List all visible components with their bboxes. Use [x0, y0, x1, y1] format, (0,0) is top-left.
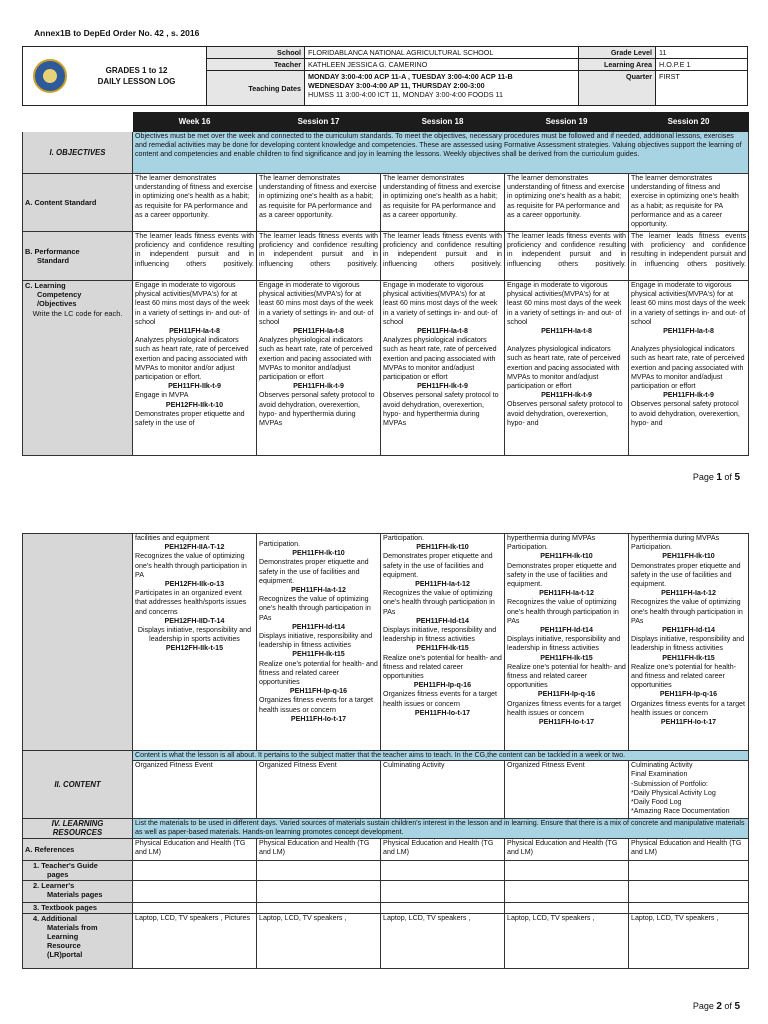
- tb-cell: [257, 902, 381, 913]
- lc-text: Recognizes the value of optimizing one's health through participation in PAs: [631, 598, 743, 625]
- competency-label-3: /Objectives: [37, 299, 77, 309]
- lc-code: PEH11FH-Ik-t10: [540, 552, 593, 561]
- school-label: School: [207, 47, 305, 59]
- dll-header: [22, 46, 748, 106]
- lc-code: PEH11FH-Ip-q-16: [413, 681, 472, 690]
- lc-code: PEH11FH-Ip-q-16: [537, 690, 596, 699]
- objectives-row: [23, 132, 749, 174]
- lc-analyze: Analyzes physiological indicators such as heart rate, rate of perceived exertion and pacing associated with MVPAs to monitor and/adjust participation or effort: [507, 345, 621, 391]
- dates-value: [305, 71, 579, 105]
- competency-cont-session-19: [505, 534, 629, 751]
- teacher-label: Teacher: [207, 59, 305, 71]
- performance-label-2: Standard: [37, 256, 70, 265]
- add-label-1: 4. Additional: [33, 913, 78, 923]
- competency-session-17: [257, 281, 381, 456]
- content-session-17: Organized Fitness Event: [257, 761, 381, 819]
- content-week-16: Organized Fitness Event: [133, 761, 257, 819]
- dates-line-3: HUMSS 11 3:00-4:00 ICT 11, MONDAY 3:00-4:00 FOODS 11: [308, 90, 503, 99]
- resources-label-1: IV. LEARNING: [51, 819, 104, 829]
- deped-seal-icon: [33, 59, 67, 93]
- resources-label-2: RESOURCES: [52, 828, 103, 838]
- lc-text: Realize one's potential for health- and fitness and related career opportunities: [507, 662, 626, 690]
- resources-note: List the materials to be used in different days. Varied sources of materials sustain children's interest in the lesson and in learning. Ensure that there is a mix of concrete and manipulative materials as well as paper-based materials. Hands-on learning promotes concept development.: [133, 819, 749, 838]
- lc-code: PEH11FH-Io-t-17: [660, 718, 717, 727]
- blank-header-cell: [23, 113, 133, 132]
- page-of: of: [721, 472, 735, 482]
- lc-text: Displays initiative, responsibility and leadership in fitness activities: [259, 632, 373, 650]
- column-week-16: Week 16: [133, 113, 257, 132]
- lc-engage: Engage in moderate to vigorous physical activities(MVPA's) for at least 60 mins most days of the week in a variety of settings in- and out- of school: [631, 281, 746, 326]
- content-standard-session-17: The learner demonstrates understanding of fitness and exercise in optimizing one's health as a habit; as requisite for PA performance and as a career opportunity.: [257, 174, 381, 232]
- lc-code: PEH11FH-Ik-t-9: [663, 391, 714, 400]
- lc-text: Realize one's potential for health- and fitness and related career opportunities: [383, 653, 502, 681]
- teachers-guide-row: [23, 860, 749, 880]
- competency-cont-session-18: [381, 534, 505, 751]
- lc-analyze: Analyzes physiological indicators such as heart rate, rate of perceived exertion and pacing associated with MVPAs to monitor and/or adjust participation or effort.: [135, 336, 249, 382]
- lc-code: PEH11FH-Ik-t10: [662, 552, 715, 561]
- competency-cont-week-16: [133, 534, 257, 751]
- annex-title: Annex1B to DepEd Order No. 42 , s. 2016: [34, 28, 200, 38]
- competency-session-19: [505, 281, 629, 456]
- lc-text: Organizes fitness events for a target health issues or concern: [507, 699, 621, 717]
- competency-continued-label: [23, 534, 133, 751]
- content-note: Content is what the lesson is all about. It pertains to the subject matter that the teacher aims to teach. In the CG,the content can be tackled in a week or two.: [133, 751, 749, 761]
- lc-code: PEH11FH-Ik-t15: [662, 653, 715, 662]
- reference-week-16: Physical Education and Health (TG and LM): [133, 838, 257, 860]
- column-session-17: Session 17: [257, 113, 381, 132]
- lc-text: Displays initiative, responsibility and leadership in sports activities: [137, 626, 252, 644]
- lc-code: PEH11FH-Ia-t-8: [541, 327, 592, 336]
- column-session-18: Session 18: [381, 113, 505, 132]
- add-label-3: Learning: [47, 932, 79, 942]
- lc-code: PEH11FH-Ia-t-8: [293, 327, 344, 336]
- lc-code: PEH11FH-Ip-q-16: [659, 690, 718, 699]
- tg-cell: [629, 860, 749, 880]
- tb-cell: [133, 902, 257, 913]
- additional-session-17: Laptop, LCD, TV speakers ,: [257, 913, 381, 968]
- content-standard-session-20: The learner demonstrates understanding of fitness and exercise in optimizing one's health as a habit; as requisite for PA performance and as a career opportunity.: [629, 174, 749, 232]
- lc-text: Organizes fitness events for a target health issues or concern: [631, 699, 745, 717]
- additional-week-16: Laptop, LCD, TV speakers , Pictures: [133, 913, 257, 968]
- lm-label-2: Materials pages: [47, 889, 103, 899]
- teachers-guide-label: [23, 860, 133, 880]
- performance-session-17: The learner leads fitness events with proficiency and confidence resulting in independent pursuit and in influencing others positively.: [257, 232, 381, 281]
- objectives-label: I. OBJECTIVES: [23, 132, 133, 174]
- lc-code: PEH11FH-Id-t14: [540, 626, 593, 635]
- tb-label: 3. Textbook pages: [33, 902, 97, 912]
- performance-session-18: The learner leads fitness events with proficiency and confidence resulting in independent pursuit and in influencing others positively.: [381, 232, 505, 281]
- additional-materials-row: [23, 913, 749, 968]
- lc-code: PEH11FH-Io-t-17: [414, 708, 471, 717]
- tg-cell: [381, 860, 505, 880]
- page-of: of: [721, 1001, 735, 1011]
- lc-observe: Observes personal safety protocol to avoid dehydration, overexertion, hypo- and hyperthermia during MVPAs: [259, 391, 375, 428]
- lc-text: Participation.: [383, 534, 425, 542]
- lc-code: PEH11FH-Ia-t-12: [415, 580, 470, 589]
- reference-session-19: Physical Education and Health (TG and LM): [505, 838, 629, 860]
- competency-row: [23, 281, 749, 456]
- lc-code: PEH11FH-IIk-t-9: [168, 382, 221, 391]
- lc-engage: Engage in moderate to vigorous physical activities(MVPA's) for at least 60 mins most days of the week in a variety of settings in- and out- of school: [383, 281, 498, 326]
- lc-code: PEH11FH-Ia-t-8: [169, 327, 220, 336]
- lc-text: Realize one's potential for health- and fitness and related career opportunities: [259, 659, 378, 687]
- objectives-note: Objectives must be met over the week and connected to the curriculum standards. To meet the objectives, necessary procedures must be followed and if needed, additional lessons, exercises and remedial activities may be done for developing content knowledge and competencies. These are assessed using Formative Assessment strategies. Valuing objectives support the learning of content and competencies and enable children to find significance and joy in learning the lessons. Weekly objectives shall be derived from the curriculum guides.: [133, 132, 749, 174]
- lc-observe: Observes personal safety protocol to avoid dehydration, overexertion, hypo- and: [507, 400, 623, 427]
- add-label-5: (LR)portal: [47, 950, 83, 960]
- lc-analyze: Analyzes physiological indicators such as heart rate, rate of perceived exertion and pacing associated with MVPAs to monitor and/adjust participation or effort: [383, 336, 497, 382]
- lc-code: PEH11FH-Ip-q-16: [289, 687, 348, 696]
- content-line: Culminating Activity: [631, 761, 693, 770]
- competency-label: [23, 281, 133, 456]
- page-total: 5: [734, 472, 740, 483]
- lm-cell: [381, 880, 505, 902]
- title-line-1: GRADES 1 to 12: [105, 66, 168, 75]
- content-row: [23, 751, 749, 761]
- lesson-log-page-1: [22, 112, 749, 456]
- performance-standard-label: [23, 232, 133, 281]
- content-session-18: Culminating Activity: [381, 761, 505, 819]
- lc-code: PEH11FH-Ik-t15: [292, 650, 345, 659]
- content-line: *Daily Food Log: [631, 798, 682, 807]
- content-session-20: [629, 761, 749, 819]
- add-label-4: Resource: [47, 941, 81, 951]
- header-branding: [23, 47, 207, 105]
- competency-cont-session-20: [629, 534, 749, 751]
- lesson-log-page-2: [22, 533, 749, 969]
- lc-code: PEH12FH-IIk-t-15: [165, 644, 224, 653]
- tb-cell: [629, 902, 749, 913]
- lc-text: Recognizes the value of optimizing one's health through participation in PA: [135, 552, 247, 579]
- tg-label-1: 1. Teacher's Guide: [33, 860, 98, 870]
- lc-demonstrate: Demonstrates proper etiquette and safety in the use of: [135, 409, 245, 428]
- lm-cell: [133, 880, 257, 902]
- performance-standard-row: [23, 232, 749, 281]
- page-total: 5: [734, 1001, 740, 1012]
- lc-analyze: Analyzes physiological indicators such as heart rate, rate of perceived exertion and pacing associated with MVPAs to monitor and/adjust participation or effort: [631, 345, 745, 391]
- page-current: 1: [716, 472, 722, 483]
- lc-text: Participates in an organized event that addresses health/sports issues and concerns: [135, 589, 247, 616]
- content-standard-session-18: The learner demonstrates understanding of fitness and exercise in optimizing one's health as a habit; as requisite for PA performance and as a career opportunity.: [381, 174, 505, 232]
- learners-materials-row: [23, 880, 749, 902]
- lc-code: PEH11FH-Ik-t-9: [293, 382, 344, 391]
- lc-text: Demonstrates proper etiquette and safety in the use of facilities and equipment.: [259, 558, 369, 585]
- textbook-label: [23, 902, 133, 913]
- column-session-20: Session 20: [629, 113, 749, 132]
- page-prefix: Page: [692, 472, 717, 482]
- lc-code: PEH11FH-Ik-t-9: [417, 382, 468, 391]
- competency-session-20: [629, 281, 749, 456]
- competency-continued-row: [23, 534, 749, 751]
- column-session-19: Session 19: [505, 113, 629, 132]
- references-label: A. References: [23, 838, 133, 860]
- page-number-2: [693, 1001, 740, 1012]
- lc-engage: Engage in moderate to vigorous physical activities(MVPA's) for at least 60 mins most days of the week in a variety of settings in- and out- of school: [135, 281, 250, 326]
- column-header-row: [23, 113, 749, 132]
- lc-analyze: Analyzes physiological indicators such as heart rate, rate of perceived exertion and pacing associated with MVPAs to monitor and/adjust participation or effort: [259, 336, 373, 382]
- page-prefix: Page: [692, 1001, 717, 1011]
- lc-code: PEH11FH-Ik-t10: [416, 543, 469, 552]
- page-number-1: [693, 472, 740, 483]
- lc-observe: Observes personal safety protocol to avoid dehydration, overexertion, hypo- and: [631, 400, 740, 427]
- quarter-value: FIRST: [659, 72, 680, 81]
- tb-cell: [381, 902, 505, 913]
- reference-session-17: Physical Education and Health (TG and LM): [257, 838, 381, 860]
- header-info-grid: [207, 47, 747, 105]
- lc-text: Recognizes the value of optimizing one's health through participation in PAs: [383, 589, 495, 616]
- lm-cell: [505, 880, 629, 902]
- add-label-2: Materials from: [47, 922, 98, 932]
- competency-week-16: [133, 281, 257, 456]
- lc-engage: Engage in moderate to vigorous physical activities(MVPA's) for at least 60 mins most days of the week in a variety of settings in- and out- of school: [507, 281, 622, 326]
- performance-week-16: The learner leads fitness events with proficiency and confidence resulting in independent pursuit and in influencing others positively.: [133, 232, 257, 281]
- lc-code: PEH12FH-IIk-o-13: [164, 580, 225, 589]
- lc-text: Recognizes the value of optimizing one's health through participation in PAs: [507, 598, 619, 625]
- content-line: Final Examination: [631, 770, 688, 779]
- lc-text: Realize one's potential for health- and fitness and related career opportunities: [631, 662, 737, 690]
- additional-session-18: Laptop, LCD, TV speakers ,: [381, 913, 505, 968]
- dates-line-2: WEDNESDAY 3:00-4:00 AP 11, THURSDAY 2:00-3:00: [308, 81, 485, 90]
- resources-row: [23, 819, 749, 838]
- title-line-2: DAILY LESSON LOG: [97, 77, 176, 86]
- content-standard-session-19: The learner demonstrates understanding of fitness and exercise in optimizing one's health as a habit; as requisite for PA performance and as a career opportunity.: [505, 174, 629, 232]
- lc-text: Participation.: [259, 540, 301, 548]
- dates-label: Teaching Dates: [207, 71, 305, 105]
- lc-text: Recognizes the value of optimizing one's health through participation in PAs: [259, 595, 371, 622]
- content-label: II. CONTENT: [23, 751, 133, 819]
- competency-session-18: [381, 281, 505, 456]
- school-value: FLORIDABLANCA NATIONAL AGRICULTURAL SCHOOL: [305, 47, 579, 59]
- header-title: [67, 65, 206, 87]
- lc-text: facilities and equipment: [135, 534, 210, 542]
- tg-cell: [133, 860, 257, 880]
- additional-session-20: Laptop, LCD, TV speakers ,: [629, 913, 749, 968]
- quarter-label: Quarter: [579, 71, 656, 105]
- lc-code: PEH11FH-Ia-t-12: [661, 589, 716, 598]
- performance-session-19: The learner leads fitness events with proficiency and confidence resulting in independent pursuit and in influencing others positively.: [505, 232, 629, 281]
- textbook-row: [23, 902, 749, 913]
- dates-line-1: MONDAY 3:00-4:00 ACP 11-A , TUESDAY 3:00-4:00 ACP 11-B: [308, 72, 513, 81]
- lc-code: PEH11FH-Ik-t15: [540, 653, 593, 662]
- performance-session-20: The learner leads fitness events with proficiency and confidence resulting in independent pursuit and in influencing others positively.: [629, 232, 749, 281]
- lc-text: Displays initiative, responsibility and leadership in fitness activities: [631, 635, 745, 653]
- lc-text: Displays initiative, responsibility and leadership in fitness activities: [383, 626, 497, 644]
- lc-code: PEH11FH-Ik-t-9: [541, 391, 592, 400]
- lc-code: PEH12FH-IIA-T-12: [164, 543, 225, 552]
- content-standard-week-16: The learner demonstrates understanding of fitness and exercise in optimizing one's health as a habit; as requisite for PA performance and as a career opportunity.: [133, 174, 257, 232]
- performance-label-1: B. Performance: [25, 246, 80, 256]
- reference-session-20: Physical Education and Health (TG and LM): [629, 838, 749, 860]
- tg-cell: [505, 860, 629, 880]
- content-session-19: Organized Fitness Event: [505, 761, 629, 819]
- teacher-value: KATHLEEN JESSICA G. CAMERINO: [305, 59, 579, 71]
- lc-text: hyperthermia during MVPAs Participation.: [507, 534, 596, 552]
- page-current: 2: [716, 1001, 722, 1012]
- lm-cell: [257, 880, 381, 902]
- lc-text: Displays initiative, responsibility and leadership in fitness activities: [507, 635, 621, 653]
- lc-text: Organizes fitness events for a target health issues or concern: [383, 690, 497, 708]
- lc-code: PEH11FH-Ia-t-8: [417, 327, 468, 336]
- lc-engage: Engage in moderate to vigorous physical activities(MVPA's) for at least 60 mins most days of the week in a variety of settings in- and out- of school: [259, 281, 374, 326]
- additional-session-19: Laptop, LCD, TV speakers ,: [505, 913, 629, 968]
- competency-note: Write the LC code for each.: [32, 308, 123, 318]
- resources-label: [23, 819, 133, 838]
- lc-text: Demonstrates proper etiquette and safety in the use of facilities and equipment.: [383, 552, 493, 579]
- grade-value: 11: [656, 47, 747, 59]
- additional-materials-label: [23, 913, 133, 968]
- grade-label: Grade Level: [579, 47, 656, 59]
- content-standard-row: [23, 174, 749, 232]
- lc-code: PEH11FH-Io-t-17: [290, 714, 347, 723]
- lc-code: PEH11FH-Ia-t-8: [663, 327, 714, 336]
- content-standard-label: A. Content Standard: [23, 174, 133, 232]
- lc-code: PEH11FH-Ik-t10: [292, 549, 345, 558]
- tb-cell: [505, 902, 629, 913]
- lc-observe: Observes personal safety protocol to avoid dehydration, overexertion, hypo- and hyperthermia during MVPAs: [383, 391, 499, 428]
- content-line: *Amazing Race Documentation: [631, 807, 730, 816]
- reference-session-18: Physical Education and Health (TG and LM): [381, 838, 505, 860]
- competency-label-2: Competency: [37, 290, 82, 300]
- lc-text: Organizes fitness events for a target health issues or concern: [259, 696, 373, 714]
- lc-text: Demonstrates proper etiquette and safety in the use of facilities and equipment.: [631, 561, 741, 589]
- content-line: -Submission of Portfolio:: [631, 779, 708, 788]
- references-row: [23, 838, 749, 860]
- lc-text: hyperthermia during MVPAs Participation.: [631, 534, 720, 552]
- content-line: *Daily Physical Activity Log: [631, 788, 716, 797]
- lc-code: PEH11FH-Io-t-17: [538, 718, 595, 727]
- lc-engage-mvpa: Engage in MVPA: [135, 391, 189, 400]
- lc-code: PEH12FH-IID-T-14: [164, 616, 225, 625]
- area-label: Learning Area: [579, 59, 656, 71]
- lc-code: PEH11FH-Id-t14: [292, 622, 345, 631]
- learners-materials-label: [23, 880, 133, 902]
- competency-cont-session-17: [257, 534, 381, 751]
- competency-label-1: C. Learning: [25, 281, 66, 290]
- lm-label-1: 2. Learner's: [33, 880, 75, 890]
- lm-cell: [629, 880, 749, 902]
- lc-code: PEH11FH-Ia-t-12: [291, 586, 346, 595]
- area-value: H.O.P.E 1: [656, 59, 747, 71]
- lc-code: PEH12FH-IIk-t-10: [165, 400, 224, 409]
- lc-text: Demonstrates proper etiquette and safety in the use of facilities and equipment.: [507, 561, 617, 589]
- tg-label-2: pages: [47, 869, 69, 879]
- tg-cell: [257, 860, 381, 880]
- lc-code: PEH11FH-Ia-t-12: [539, 589, 594, 598]
- lc-code: PEH11FH-Id-t14: [662, 626, 715, 635]
- lc-code: PEH11FH-Id-t14: [416, 616, 469, 625]
- lc-code: PEH11FH-Ik-t15: [416, 644, 469, 653]
